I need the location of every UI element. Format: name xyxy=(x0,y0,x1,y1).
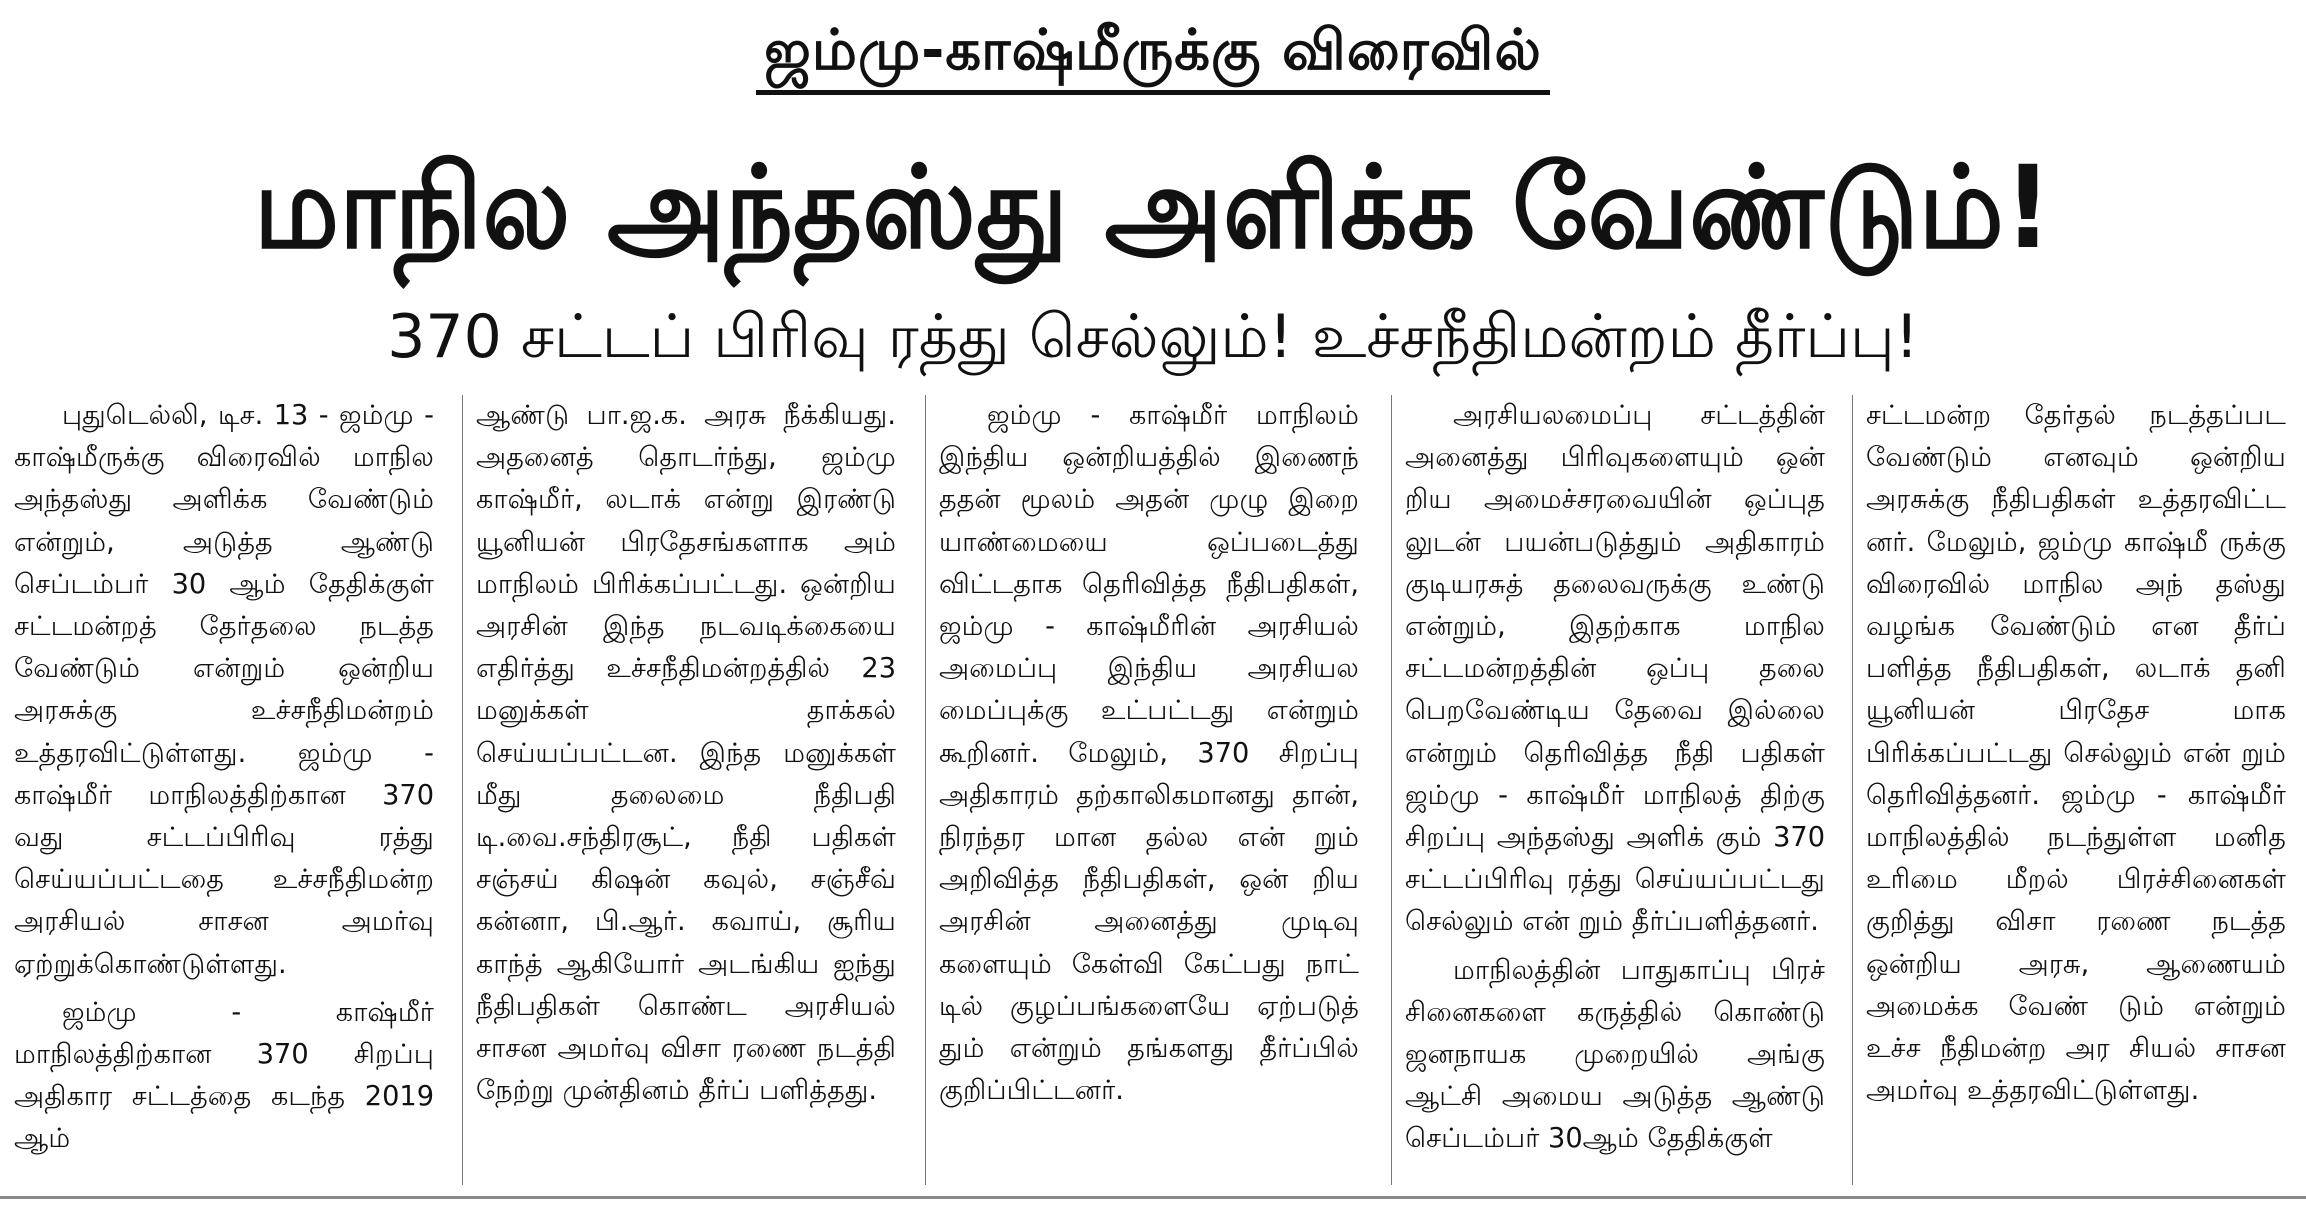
article-headline: மாநில அந்தஸ்து அளிக்க வேண்டும்! xyxy=(253,141,2053,274)
body-paragraph: சட்டமன்ற தேர்தல் நடத்தப்பட வேண்டும் எனவும் ஒன்றிய அரசுக்கு நீதிபதிகள் உத்தரவிட்ட னர். மேலும், ஜம்மு காஷ்மீ ருக்கு விரைவில் மாநில அந் தஸ்து வழங்க வேண்டும் என தீர்ப் பளித்த நீதிபதிகள், லடாக் தனி யூனியன் பிரதேச மாக பிரிக்கப்பட்டது செல்லும் என் றும் தெரிவித்தனர். ஜம்மு - காஷ்மீர் மாநிலத்தில் நடந்துள்ள மனித உரிமை மீறல் பிரச்சினைகள் குறித்து விசா ரணை நடத்த ஒன்றிய அரசு, ஆணையம் அமைக்க வேண் டும் என்றும் உச்ச நீதிமன்ற அர சியல் சாசன அமர்வு உத்தரவிட்டுள்ளது. xyxy=(1866,400,2286,1107)
body-paragraph: புதுடெல்லி, டிச. 13 - ஜம்மு - காஷ்மீருக்கு விரைவில் மாநில அந்தஸ்து அளிக்க வேண்டும் என்றும், அடுத்த ஆண்டு செப்டம்பர் 30 ஆம் தேதிக்குள் சட்டமன்றத் தேர்தலை நடத்த வேண்டும் என்றும் ஒன்றிய அரசுக்கு உச்சநீதிமன்றம் உத்தரவிட்டுள்ளது. ஜம்மு - காஷ்மீர் மாநிலத்திற்கான 370 வது சட்டப்பிரிவு ரத்து செய்யப்பட்டதை உச்சநீதிமன்ற அரசியல் சாசன அமர்வு ஏற்றுக்கொண்டுள்ளது. xyxy=(14,400,434,980)
body-paragraph: ஆண்டு பா.ஜ.க. அரசு நீக்கியது. அதனைத் தொடர்ந்து, ஜம்மு காஷ்மீர், லடாக் என்று இரண்டு யூனியன் பிரதேசங்களாக அம் மாநிலம் பிரிக்கப்பட்டது. ஒன்றிய அரசின் இந்த நடவடிக்கையை எதிர்த்து உச்சநீதிமன்றத்தில் 23 மனுக்கள் தாக்கல் செய்யப்பட்டன. இந்த மனுக்கள் மீது தலைமை நீதிபதி டி.வை.சந்திரசூட், நீதி பதிகள் சஞ்சய் கிஷன் கவுல், சஞ்சீவ் கன்னா, பி.ஆர். கவாய், சூரிய காந்த் ஆகியோர் அடங்கிய ஐந்து நீதிபதிகள் கொண்ட அரசியல் சாசன அமர்வு விசா ரணை நடத்தி நேற்று முன்தினம் தீர்ப் பளித்தது. xyxy=(476,400,896,1107)
body-paragraph: ஜம்மு - காஷ்மீர் மாநிலத்திற்கான 370 சிறப்பு அதிகார சட்டத்தை கடந்த 2019 ஆம் xyxy=(14,996,434,1155)
body-column-2 xyxy=(476,395,896,1190)
bottom-divider xyxy=(0,1196,2306,1199)
body-column-4 xyxy=(1405,395,1825,1190)
article-subheadline: 370 சட்டப் பிரிவு ரத்து செல்லும்! உச்சநீதிமன்றம் தீர்ப்பு! xyxy=(387,302,1919,372)
article-kicker xyxy=(0,14,2306,95)
column-divider xyxy=(925,395,926,1185)
body-paragraph: மாநிலத்தின் பாதுகாப்பு பிரச் சினைகளை கருத்தில் கொண்டு ஜனநாயக முறையில் அங்கு ஆட்சி அமைய அடுத்த ஆண்டு செப்டம்பர் 30ஆம் தேதிக்குள் xyxy=(1405,954,1825,1155)
body-paragraph: ஜம்மு - காஷ்மீர் மாநிலம் இந்திய ஒன்றியத்தில் இணைந் ததன் மூலம் அதன் முழு இறை யாண்மையை ஒப்படைத்து விட்டதாக தெரிவித்த நீதிபதிகள், ஜம்மு - காஷ்மீரின் அரசியல் அமைப்பு இந்திய அரசியல மைப்புக்கு உட்பட்டது என்றும் கூறினர். மேலும், 370 சிறப்பு அதிகாரம் தற்காலிகமானது தான், நிரந்தர மான தல்ல என் றும் அறிவித்த நீதிபதிகள், ஒன் றிய அரசின் அனைத்து முடிவு களையும் கேள்வி கேட்பது நாட் டில் குழப்பங்களையே ஏற்படுத் தும் என்றும் தங்களது தீர்ப்பில் குறிப்பிட்டனர். xyxy=(939,400,1359,1107)
column-divider xyxy=(462,395,463,1185)
body-column-3 xyxy=(939,395,1359,1190)
column-divider xyxy=(1391,395,1392,1185)
body-paragraph: அரசியலமைப்பு சட்டத்தின் அனைத்து பிரிவுகளையும் ஒன் றிய அமைச்சரவையின் ஒப்புத லுடன் பயன்படுத்தும் அதிகாரம் குடியரசுத் தலைவருக்கு உண்டு என்றும், இதற்காக மாநில சட்டமன்றத்தின் ஒப்பு தலை பெறவேண்டிய தேவை இல்லை என்றும் தெரிவித்த நீதி பதிகள் ஜம்மு - காஷ்மீர் மாநிலத் திற்கு சிறப்பு அந்தஸ்து அளிக் கும் 370 சட்டப்பிரிவு ரத்து செய்யப்பட்டது செல்லும் என் றும் தீர்ப்பளித்தனர். xyxy=(1405,400,1825,938)
body-column-5 xyxy=(1866,395,2286,1190)
kicker-text: ஜம்மு-காஷ்மீருக்கு விரைவில் xyxy=(756,14,1550,95)
body-column-1 xyxy=(14,395,434,1190)
column-divider xyxy=(1852,395,1853,1185)
article-body xyxy=(14,395,2294,1190)
